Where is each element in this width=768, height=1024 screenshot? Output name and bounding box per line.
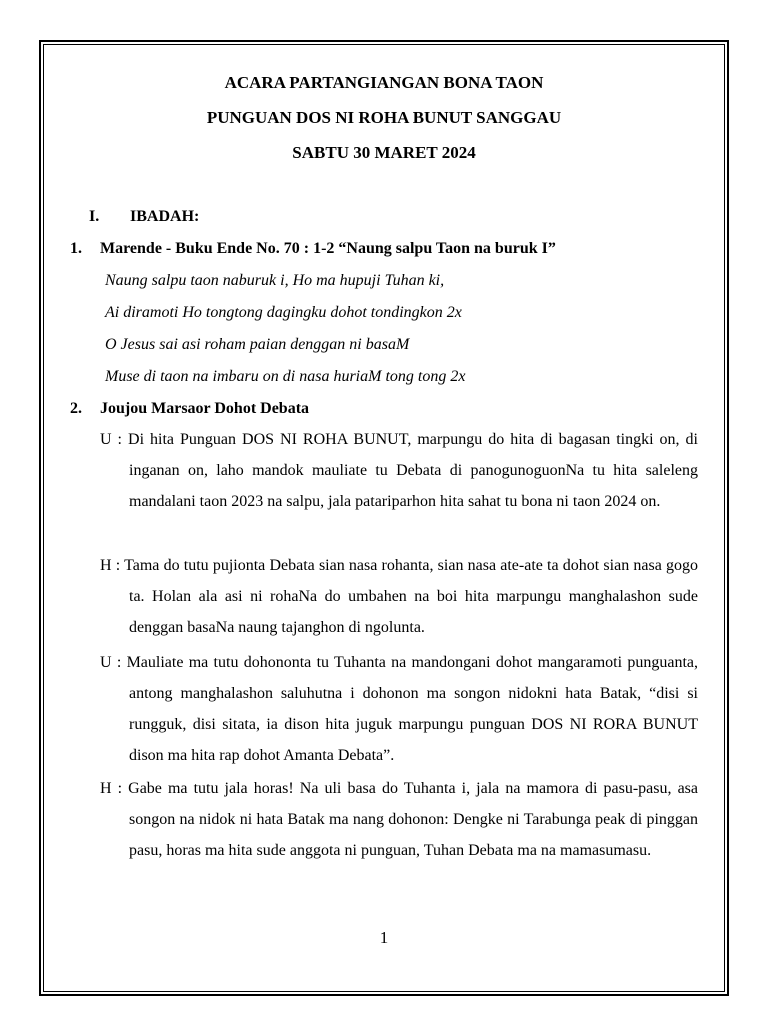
dialog-leader-1 (100, 424, 698, 517)
verse-line: O Jesus sai asi roham paian denggan ni basaM (105, 336, 410, 353)
section-title: IBADAH: (130, 208, 200, 225)
document-date: SABTU 30 MARET 2024 (292, 143, 476, 162)
document-subtitle: PUNGUAN DOS NI ROHA BUNUT SANGGAU (206, 108, 562, 127)
item-title-2: Joujou Marsaor Dohot Debata (100, 400, 310, 417)
dialog-leader-2 (100, 647, 698, 771)
verse-line: Ai diramoti Ho tongtong dagingku dohot tondingkon 2x (105, 304, 462, 321)
dialog-text: U : Mauliate ma tutu dohononta tu Tuhanta na mandongani dohot mangaramoti punguanta, antong manghalashon saluhutna i dohonon ma songon nidokni hata Batak, “disi si rungguk, disi sitata, ia dison hita juguk marpungu punguan DOS NI RORA BUNUT dison ma hita rap dohot Amanta Debata”. (100, 654, 698, 764)
item-number-2: 2. (70, 400, 82, 417)
dialog-text: H : Tama do tutu pujionta Debata sian nasa rohanta, sian nasa ate-ate ta dohot sian nasa gogo ta. Holan ala asi ni rohaNa do umbahen na boi hita marpungu manghalashon sude denggan basaNa naung tajanghon di ngolunta. (100, 557, 698, 636)
dialog-congregation-2 (100, 773, 698, 866)
verse-line: Muse di taon na imbaru on di nasa huriaM tong tong 2x (105, 368, 466, 385)
dialog-text: H : Gabe ma tutu jala horas! Na uli basa do Tuhanta i, jala na mamora di pasu-pasu, asa songon na nidok ni hata Batak ma nang dohonon: Dengke ni Tarabunga peak di pinggan pasu, horas ma hita sude anggota ni punguan, Tuhan Debata ma na mamasumasu. (100, 780, 698, 859)
item-number-1: 1. (70, 240, 82, 257)
dialog-congregation-1 (100, 550, 698, 643)
section-number: I. (89, 208, 100, 225)
item-title-1: Marende - Buku Ende No. 70 : 1-2 “Naung salpu Taon na buruk I” (100, 240, 556, 257)
page-number: 1 (379, 928, 389, 947)
dialog-text: U : Di hita Punguan DOS NI ROHA BUNUT, marpungu do hita di bagasan tingki on, di inganan on, laho mandok mauliate tu Debata di panogunoguonNa tu hita saleleng mandalani taon 2023 na salpu, jala patariparhon hita sahat tu bona ni taon 2024 on. (100, 431, 698, 510)
verse-line: Naung salpu taon naburuk i, Ho ma hupuji Tuhan ki, (105, 272, 445, 289)
document-title: ACARA PARTANGIANGAN BONA TAON (224, 73, 544, 92)
